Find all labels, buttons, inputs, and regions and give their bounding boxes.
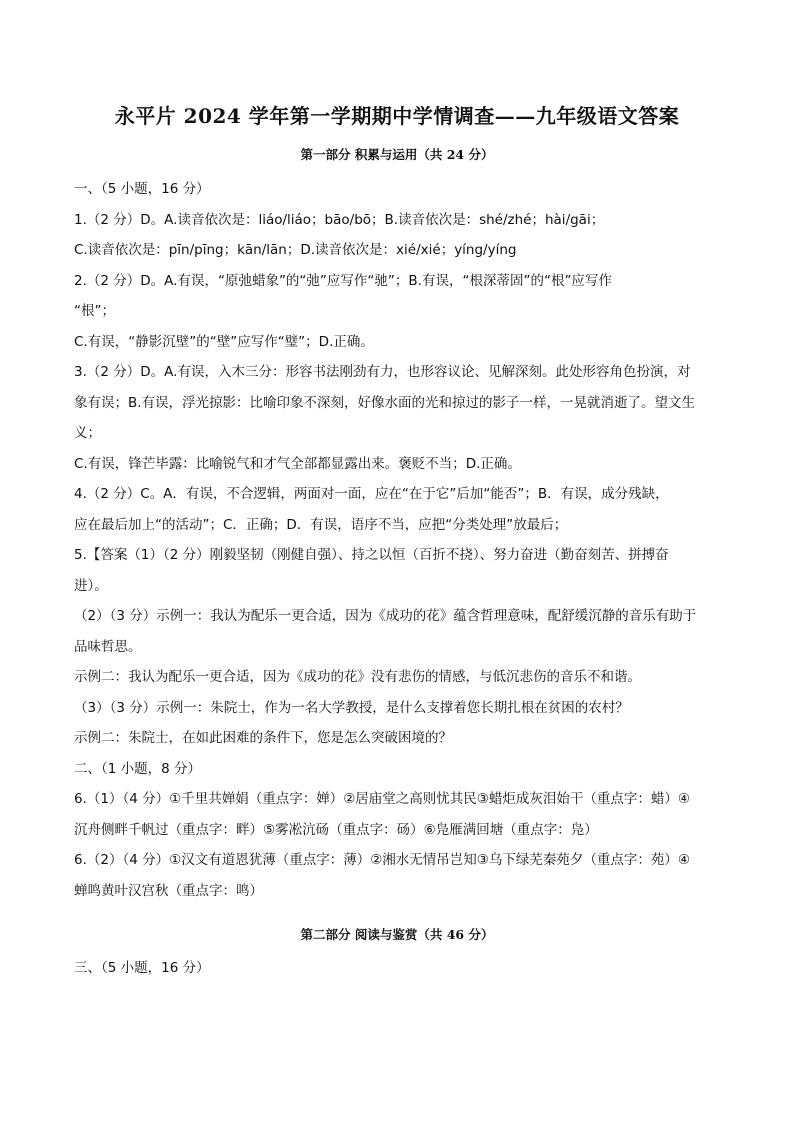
text-line: 3.（2 分）D。A.有误，入木三分：形容书法刚劲有力，也形容议论、见解深刻。此处形容角色扮演，对	[74, 364, 691, 380]
text-line: 象有误；B.有误，浮光掠影：比喻印象不深刻，好像水面的光和掠过的影子一样，一晃就消逝了。望文生	[74, 394, 696, 411]
text-line: 1.（2 分）D。A.读音依次是：liáo/liáo；bāo/bō；B.读音依次是：shé/zhé；hài/gāi；	[74, 211, 605, 228]
text-line: 6.（2）（4 分）①汉文有道恩犹薄（重点字：薄）②湘水无情吊岂知③乌下绿芜秦苑夕（重点字：苑）④	[74, 852, 691, 868]
text-line: （2）（3 分）示例一：我认为配乐一更合适，因为《成功的花》蕴含哲理意味，配舒缓沉静的音乐有助于	[74, 608, 697, 624]
document-title: 永平片 2024 学年第一学期期中学情调查——九年级语文答案	[114, 104, 680, 128]
part2-body	[74, 953, 724, 984]
part1-heading: 第一部分 积累与运用（共 24 分）	[300, 147, 494, 162]
text-line: 2.（2 分）D。A.有误，“原弛蜡象”的“弛”应写作“驰”；B.有误，“根深蒂固”的“根”应写作	[74, 272, 612, 289]
part1-body	[74, 174, 724, 906]
text-line: 示例二：我认为配乐一更合适，因为《成功的花》没有悲伤的情感，与低沉悲伤的音乐不和谐。	[74, 669, 641, 685]
text-line: 4.（2 分）C。A．有误，不合逻辑，两面对一面，应在“在于它”后加“能否”；B．有误，成分残缺，	[74, 486, 669, 502]
text-line: C.有误，“静影沉壁”的“壁”应写作“璧”；D.正确。	[74, 333, 374, 350]
text-line: 蝉鸣黄叶汉宫秋（重点字：鸣）	[74, 882, 263, 899]
text-line: 义；	[74, 425, 101, 441]
text-line: 一、（5 小题，16 分）	[74, 181, 210, 197]
text-line: 示例二：朱院士，在如此困难的条件下，您是怎么突破困境的？	[74, 730, 452, 746]
text-line: C.有误，锋芒毕露：比喻锐气和才气全部都显露出来。褒贬不当；D.正确。	[74, 455, 521, 472]
part2-heading: 第二部分 阅读与鉴赏（共 46 分）	[300, 927, 494, 942]
text-line: 6.（1）（4 分）①千里共婵娟（重点字：婵）②居庙堂之高则忧其民③蜡炬成灰泪始干（重点字：蜡）④	[74, 791, 691, 807]
text-line: 沉舟侧畔千帆过（重点字：畔）⑤雾凇沆砀（重点字：砀）⑥凫雁满回塘（重点字：凫）	[74, 821, 598, 838]
text-line: （3）（3 分）示例一：朱院士，作为一名大学教授，是什么支撑着您长期扎根在贫困的农村？	[74, 699, 629, 716]
text-line: 三、（5 小题，16 分）	[74, 960, 210, 976]
text-line: “根”；	[74, 303, 115, 319]
text-line: 品味哲思。	[74, 638, 142, 655]
text-line: 5.【答案（1）（2 分）刚毅坚韧（刚健自强）、持之以恒（百折不挠）、努力奋进（勤奋刻苦、拼搏奋	[74, 547, 669, 563]
text-line: 应在最后加上“的活动”；C．正确；D．有误，语序不当，应把“分类处理”放最后；	[74, 516, 568, 533]
text-line: C.读音依次是：pīn/pīng；kān/lān；D.读音依次是：xié/xié；yíng/yíng	[74, 242, 517, 258]
text-line: 进）。	[74, 577, 108, 594]
text-line: 二、（1 小题，8 分）	[74, 760, 202, 777]
